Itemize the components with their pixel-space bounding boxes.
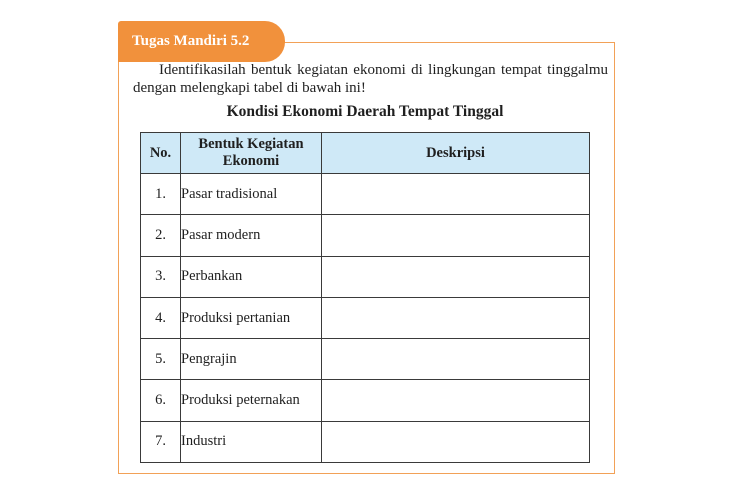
task-label: Tugas Mandiri 5.2 [132,33,250,49]
row-number: 7. [141,421,181,462]
description-cell[interactable] [322,174,590,215]
description-cell[interactable] [322,256,590,297]
economic-activity-table [140,132,590,463]
table-row [141,421,590,462]
description-cell[interactable] [322,380,590,421]
table-row [141,380,590,421]
task-instruction: Identifikasilah bentuk kegiatan ekonomi di lingkungan tempat tinggalmu dengan melengkapi tabel di bawah ini! [133,62,608,96]
activity-name: Pengrajin [181,339,322,380]
description-cell[interactable] [322,297,590,338]
description-cell[interactable] [322,215,590,256]
table-title: Kondisi Ekonomi Daerah Tempat Tinggal [226,103,504,120]
header-no: No. [141,133,181,174]
table-row [141,174,590,215]
description-cell[interactable] [322,421,590,462]
activity-name: Industri [181,421,322,462]
activity-name: Pasar modern [181,215,322,256]
activity-name: Pasar tradisional [181,174,322,215]
row-number: 3. [141,256,181,297]
table-header-row [141,133,590,174]
description-cell[interactable] [322,339,590,380]
activity-name: Produksi pertanian [181,297,322,338]
table-row [141,256,590,297]
row-number: 2. [141,215,181,256]
row-number: 5. [141,339,181,380]
table-row [141,339,590,380]
row-number: 6. [141,380,181,421]
row-number: 4. [141,297,181,338]
activity-name: Perbankan [181,256,322,297]
header-bentuk-kegiatan: Bentuk Kegiatan Ekonomi [181,133,322,174]
task-label-tab [118,21,285,62]
table-row [141,297,590,338]
header-deskripsi: Deskripsi [322,133,590,174]
activity-name: Produksi peternakan [181,380,322,421]
row-number: 1. [141,174,181,215]
table-row [141,215,590,256]
